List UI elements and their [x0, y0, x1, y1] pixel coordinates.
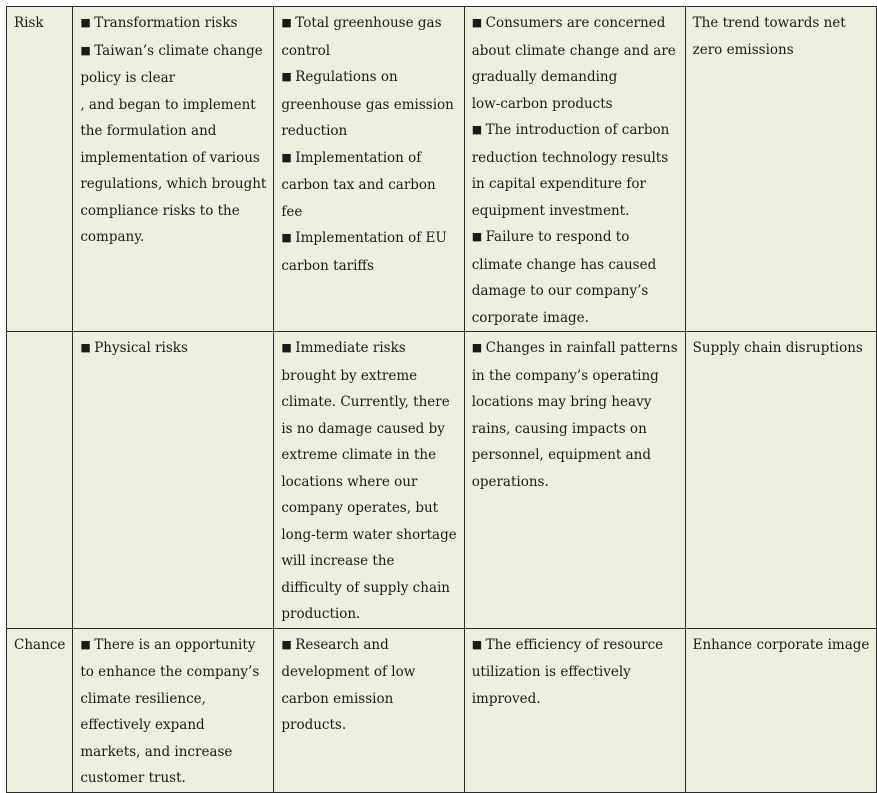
theme-text: Enhance corporate image — [692, 636, 870, 653]
driver-item: ■ Research and development of low carbon emission products. — [281, 632, 456, 739]
risk-type-description: , and began to implement the formulation and implementation of various regulations, which brought compliance risks to the company. — [80, 96, 267, 245]
driver-item: ■ Implementation of carbon tax and carbon fee — [281, 145, 456, 226]
theme-cell — [685, 628, 877, 792]
risk-type-cell — [73, 332, 274, 629]
category-cell — [7, 7, 73, 332]
drivers-cell — [274, 628, 464, 792]
driver-item: ■ Regulations on greenhouse gas emission reduction — [281, 64, 456, 145]
theme-cell — [685, 7, 877, 332]
drivers-cell — [274, 332, 464, 629]
drivers-cell — [274, 7, 464, 332]
impact-item: ■ The efficiency of resource utilization is effectively improved. — [472, 632, 678, 713]
table-row — [7, 628, 877, 792]
impact-item: ■ Failure to respond to climate change has caused damage to our company’s corporate image. — [472, 224, 678, 331]
theme-cell — [685, 332, 877, 629]
driver-item: ■ Total greenhouse gas control — [281, 10, 456, 64]
risk-type-bullet: ■ Taiwan’s climate change policy is clear — [80, 38, 266, 92]
risk-type-heading: ■ Transformation risks — [80, 10, 266, 38]
driver-item: ■ Implementation of EU carbon tariffs — [281, 225, 456, 279]
risk-type-cell — [73, 7, 274, 332]
impacts-cell — [464, 628, 685, 792]
category-label: Risk — [14, 15, 44, 31]
category-label: Chance — [14, 636, 66, 653]
theme-text: The trend towards net zero emissions — [692, 15, 846, 58]
theme-text: Supply chain disruptions — [692, 340, 863, 356]
table-row — [7, 332, 877, 629]
impacts-cell — [464, 7, 685, 332]
risk-type-cell — [73, 628, 274, 792]
risk-type-heading: ■ Physical risks — [80, 335, 266, 363]
opportunity-item: ■ There is an opportunity to enhance the company’s climate resilience, effectively expand markets, and increase customer trust. — [80, 632, 266, 792]
category-cell — [7, 628, 73, 792]
climate-risk-table — [6, 6, 877, 793]
table-row — [7, 7, 877, 332]
impact-item: ■ Consumers are concerned about climate change and are gradually demanding low-carbon products — [472, 10, 678, 117]
driver-item: ■ Immediate risks brought by extreme climate. Currently, there is no damage caused by extreme climate in the locations where our company operates, but long-term water shortage will increase the difficulty of supply chain production. — [281, 335, 456, 628]
category-cell — [7, 332, 73, 629]
impact-item: ■ Changes in rainfall patterns in the company’s operating locations may bring heavy rains, causing impacts on personnel, equipment and operations. — [472, 335, 678, 495]
impacts-cell — [464, 332, 685, 629]
impact-item: ■ The introduction of carbon reduction technology results in capital expenditure for equipment investment. — [472, 117, 678, 224]
